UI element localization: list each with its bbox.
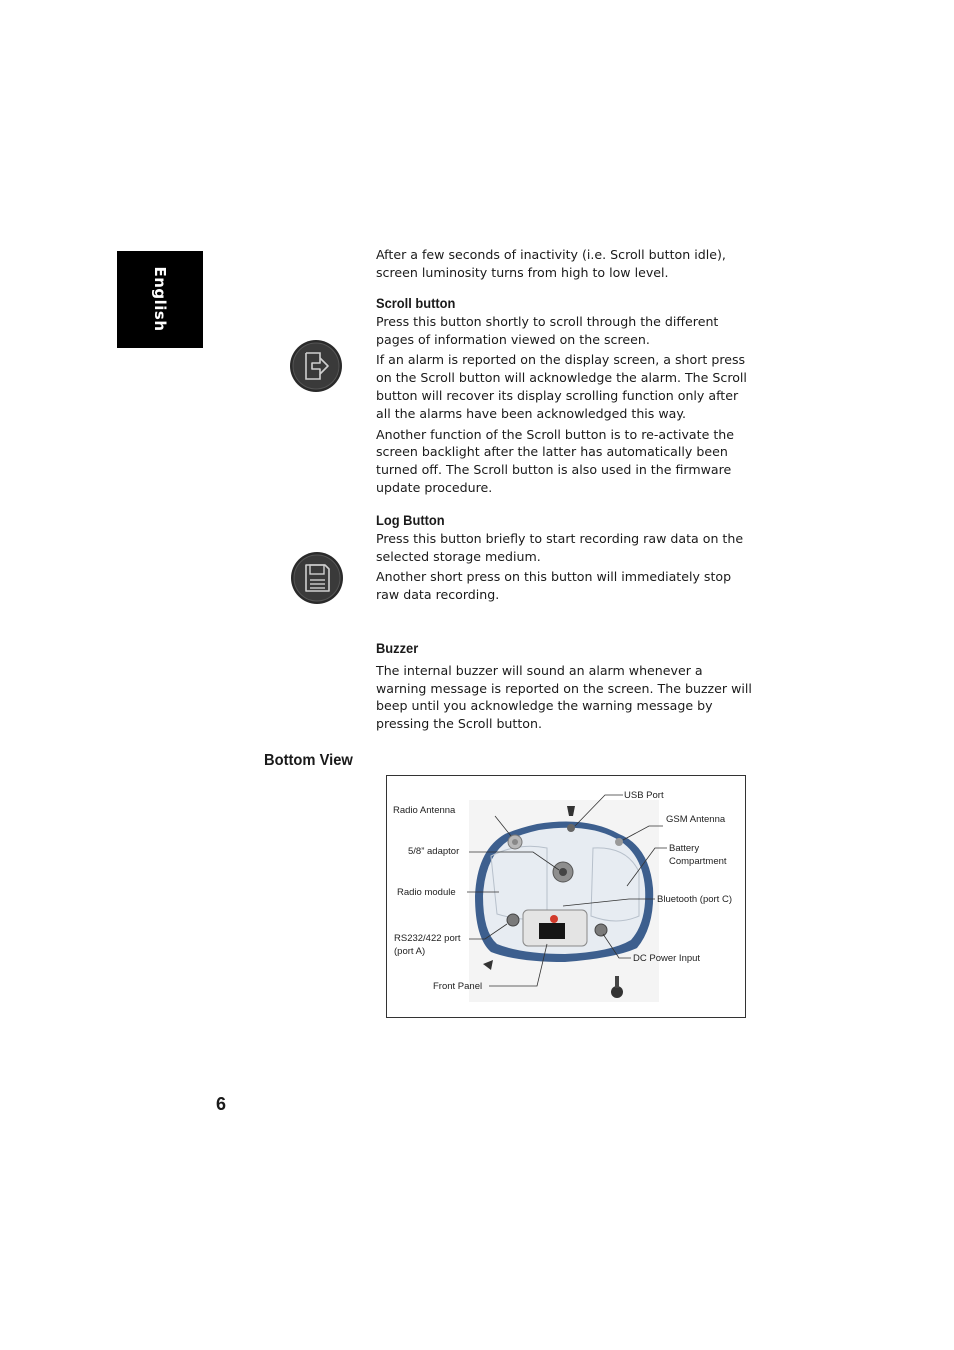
buzzer-section [376, 640, 756, 736]
label-rs232-line1: RS232/422 port [394, 933, 461, 944]
scroll-button-p2: If an alarm is reported on the display screen, a short press on the Scroll button will acknowledge the alarm. The Scroll button will recover its display scrolling function only after all the alarms have been acknowledged this way. [376, 352, 747, 421]
scroll-button-section [376, 295, 756, 500]
intro-text: After a few seconds of inactivity (i.e. Scroll button idle), screen luminosity turns from high to low level. [376, 247, 726, 280]
scroll-button-icon [289, 339, 343, 393]
label-gsm-antenna: GSM Antenna [666, 814, 726, 825]
label-adaptor: 5/8” adaptor [408, 846, 460, 857]
buzzer-heading: Buzzer [376, 640, 419, 656]
bottom-view-figure [386, 775, 746, 1018]
log-button-p1: Press this button briefly to start recording raw data on the selected storage medium. [376, 530, 744, 564]
label-usb-port: USB Port [624, 790, 664, 801]
log-button-icon [290, 551, 344, 605]
intro-block [376, 246, 756, 285]
log-button-p2: Another short press on this button will immediately stop raw data recording. [376, 569, 732, 603]
page-number: 6 [216, 1094, 227, 1114]
label-battery-line2: Compartment [669, 856, 727, 867]
language-tab-label: English [151, 266, 169, 332]
label-rs232-line2: (port A) [394, 946, 426, 957]
bottom-view-heading: Bottom View [264, 752, 353, 769]
scroll-button-p1: Press this button shortly to scroll through the different pages of information viewed on the screen. [376, 313, 719, 347]
language-tab [117, 251, 203, 348]
label-radio-module: Radio module [397, 887, 456, 898]
scroll-button-heading: Scroll button [376, 295, 456, 311]
label-front-panel: Front Panel [433, 981, 483, 992]
label-battery-compartment [669, 842, 727, 868]
label-dc-power: DC Power Input [633, 953, 701, 964]
label-rs232-port [394, 932, 461, 958]
scroll-button-p3: Another function of the Scroll button is to re-activate the screen backlight after the latter has automatically been turned off. The Scroll button is also used in the firmware update procedure. [376, 426, 734, 495]
label-battery-line1: Battery [669, 843, 700, 854]
label-bluetooth: Bluetooth (port C) [657, 894, 732, 905]
log-button-heading: Log Button [376, 512, 445, 528]
log-button-section [376, 512, 756, 607]
label-radio-antenna: Radio Antenna [393, 805, 456, 816]
buzzer-p1: The internal buzzer will sound an alarm whenever a warning message is reported on the screen. The buzzer will beep until you acknowledge the warning message by pressing the Scroll button. [376, 662, 752, 732]
